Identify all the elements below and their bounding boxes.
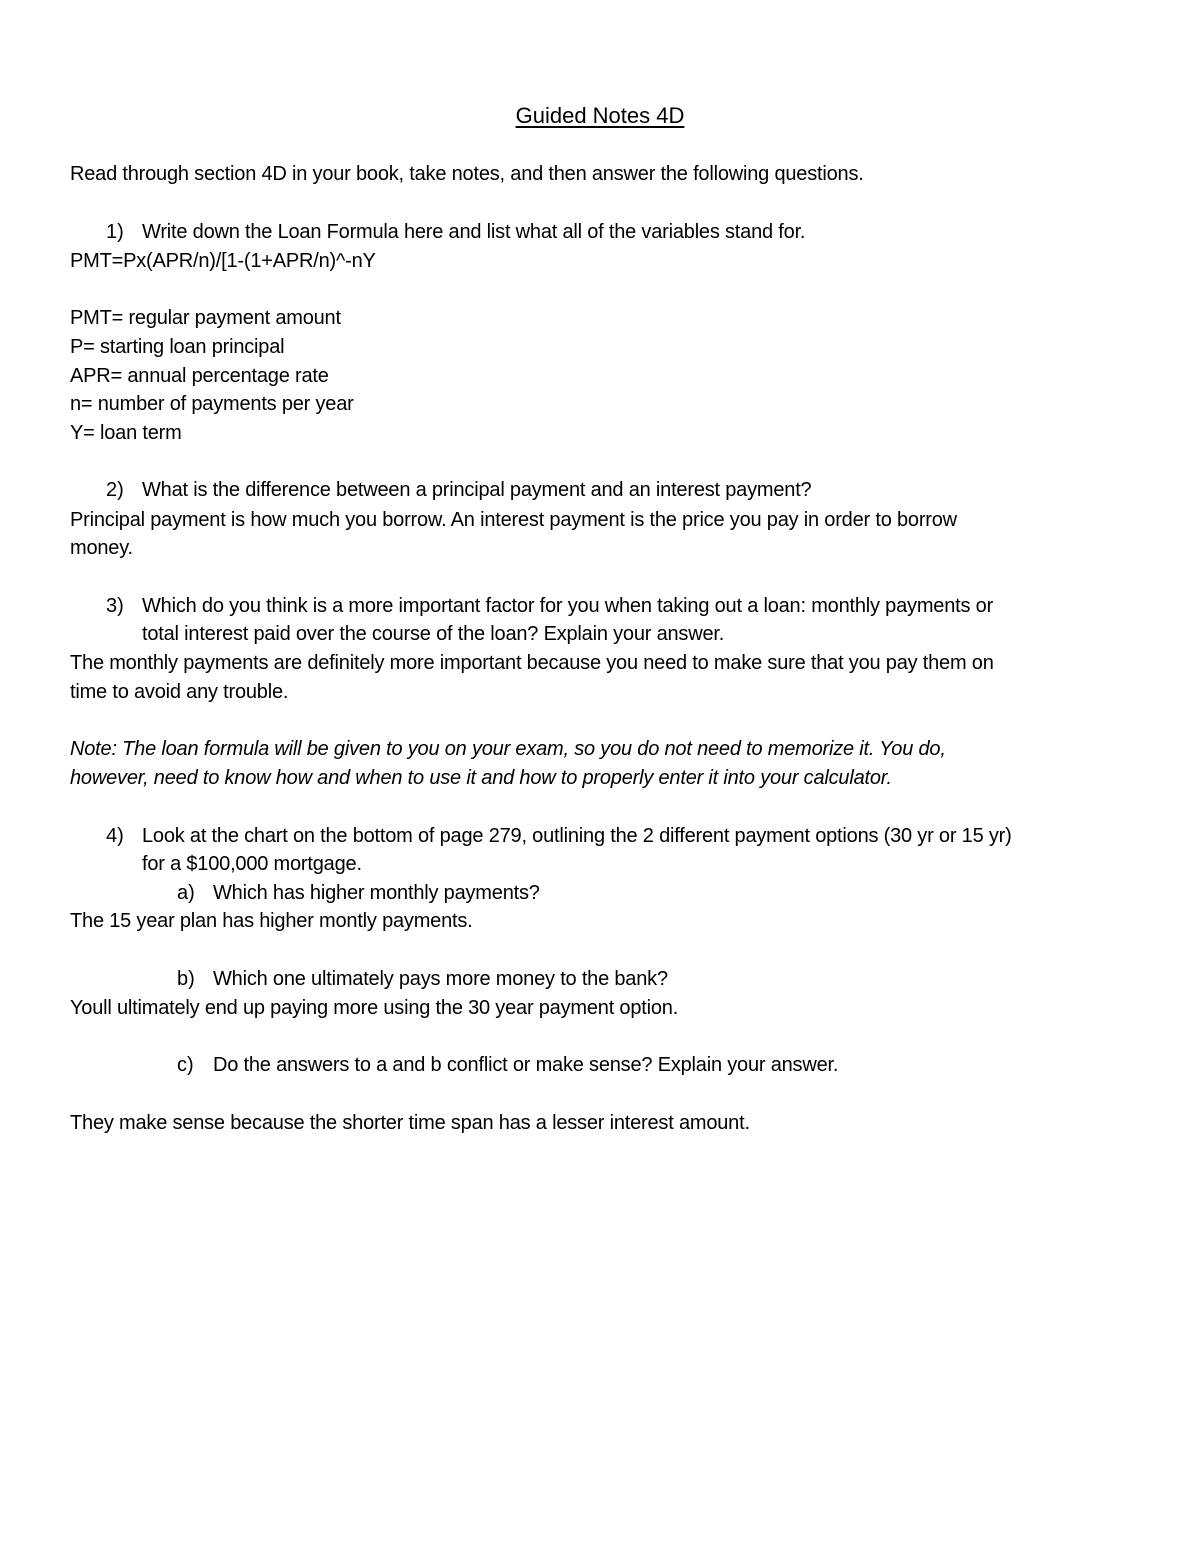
question-4b-label: b): [177, 968, 195, 990]
question-4a-text: Which has higher monthly payments?: [213, 882, 540, 904]
question-4b-text: Which one ultimately pays more money to the bank?: [213, 968, 668, 990]
question-2-number: 2): [106, 479, 124, 501]
note-line-1: Note: The loan formula will be given to you on your exam, so you do not need to memorize it. You do,: [70, 738, 946, 760]
intro-text: Read through section 4D in your book, take notes, and then answer the following questions.: [70, 163, 864, 185]
answer-3-line-1: The monthly payments are definitely more important because you need to make sure that you pay them on: [70, 652, 994, 674]
question-3-text-line-1: Which do you think is a more important factor for you when taking out a loan: monthly payments or: [142, 595, 994, 617]
question-4-text-line-1: Look at the chart on the bottom of page 279, outlining the 2 different payment options (30 yr or 15 yr): [142, 825, 1012, 847]
variable-y: Y= loan term: [70, 422, 182, 444]
answer-2-line-1: Principal payment is how much you borrow. An interest payment is the price you pay in order to borrow: [70, 509, 957, 531]
question-4a-label: a): [177, 882, 195, 904]
question-4-text-line-2: for a $100,000 mortgage.: [142, 853, 362, 875]
page-title: Guided Notes 4D: [515, 103, 685, 128]
question-4c-text: Do the answers to a and b conflict or make sense? Explain your answer.: [213, 1054, 839, 1076]
variable-pmt: PMT= regular payment amount: [70, 307, 341, 329]
answer-4a: The 15 year plan has higher montly payments.: [70, 910, 473, 932]
variable-p: P= starting loan principal: [70, 336, 285, 358]
question-4c-label: c): [177, 1054, 194, 1076]
answer-3-line-2: time to avoid any trouble.: [70, 681, 289, 703]
question-1-text: Write down the Loan Formula here and list what all of the variables stand for.: [142, 221, 806, 243]
variable-n: n= number of payments per year: [70, 393, 354, 415]
question-4-number: 4): [106, 825, 124, 847]
answer-2-line-2: money.: [70, 537, 133, 559]
question-2-text: What is the difference between a principal payment and an interest payment?: [142, 479, 812, 501]
question-3-number: 3): [106, 595, 124, 617]
question-3-text-line-2: total interest paid over the course of the loan? Explain your answer.: [142, 623, 725, 645]
variable-apr: APR= annual percentage rate: [70, 365, 329, 387]
note-line-2: however, need to know how and when to use it and how to properly enter it into your calculator.: [70, 767, 892, 789]
question-1-number: 1): [106, 221, 124, 243]
loan-formula: PMT=Px(APR/n)/[1-(1+APR/n)^-nY: [70, 250, 376, 272]
answer-4b: Youll ultimately end up paying more using the 30 year payment option.: [70, 997, 679, 1019]
answer-4c: They make sense because the shorter time span has a lesser interest amount.: [70, 1112, 750, 1134]
